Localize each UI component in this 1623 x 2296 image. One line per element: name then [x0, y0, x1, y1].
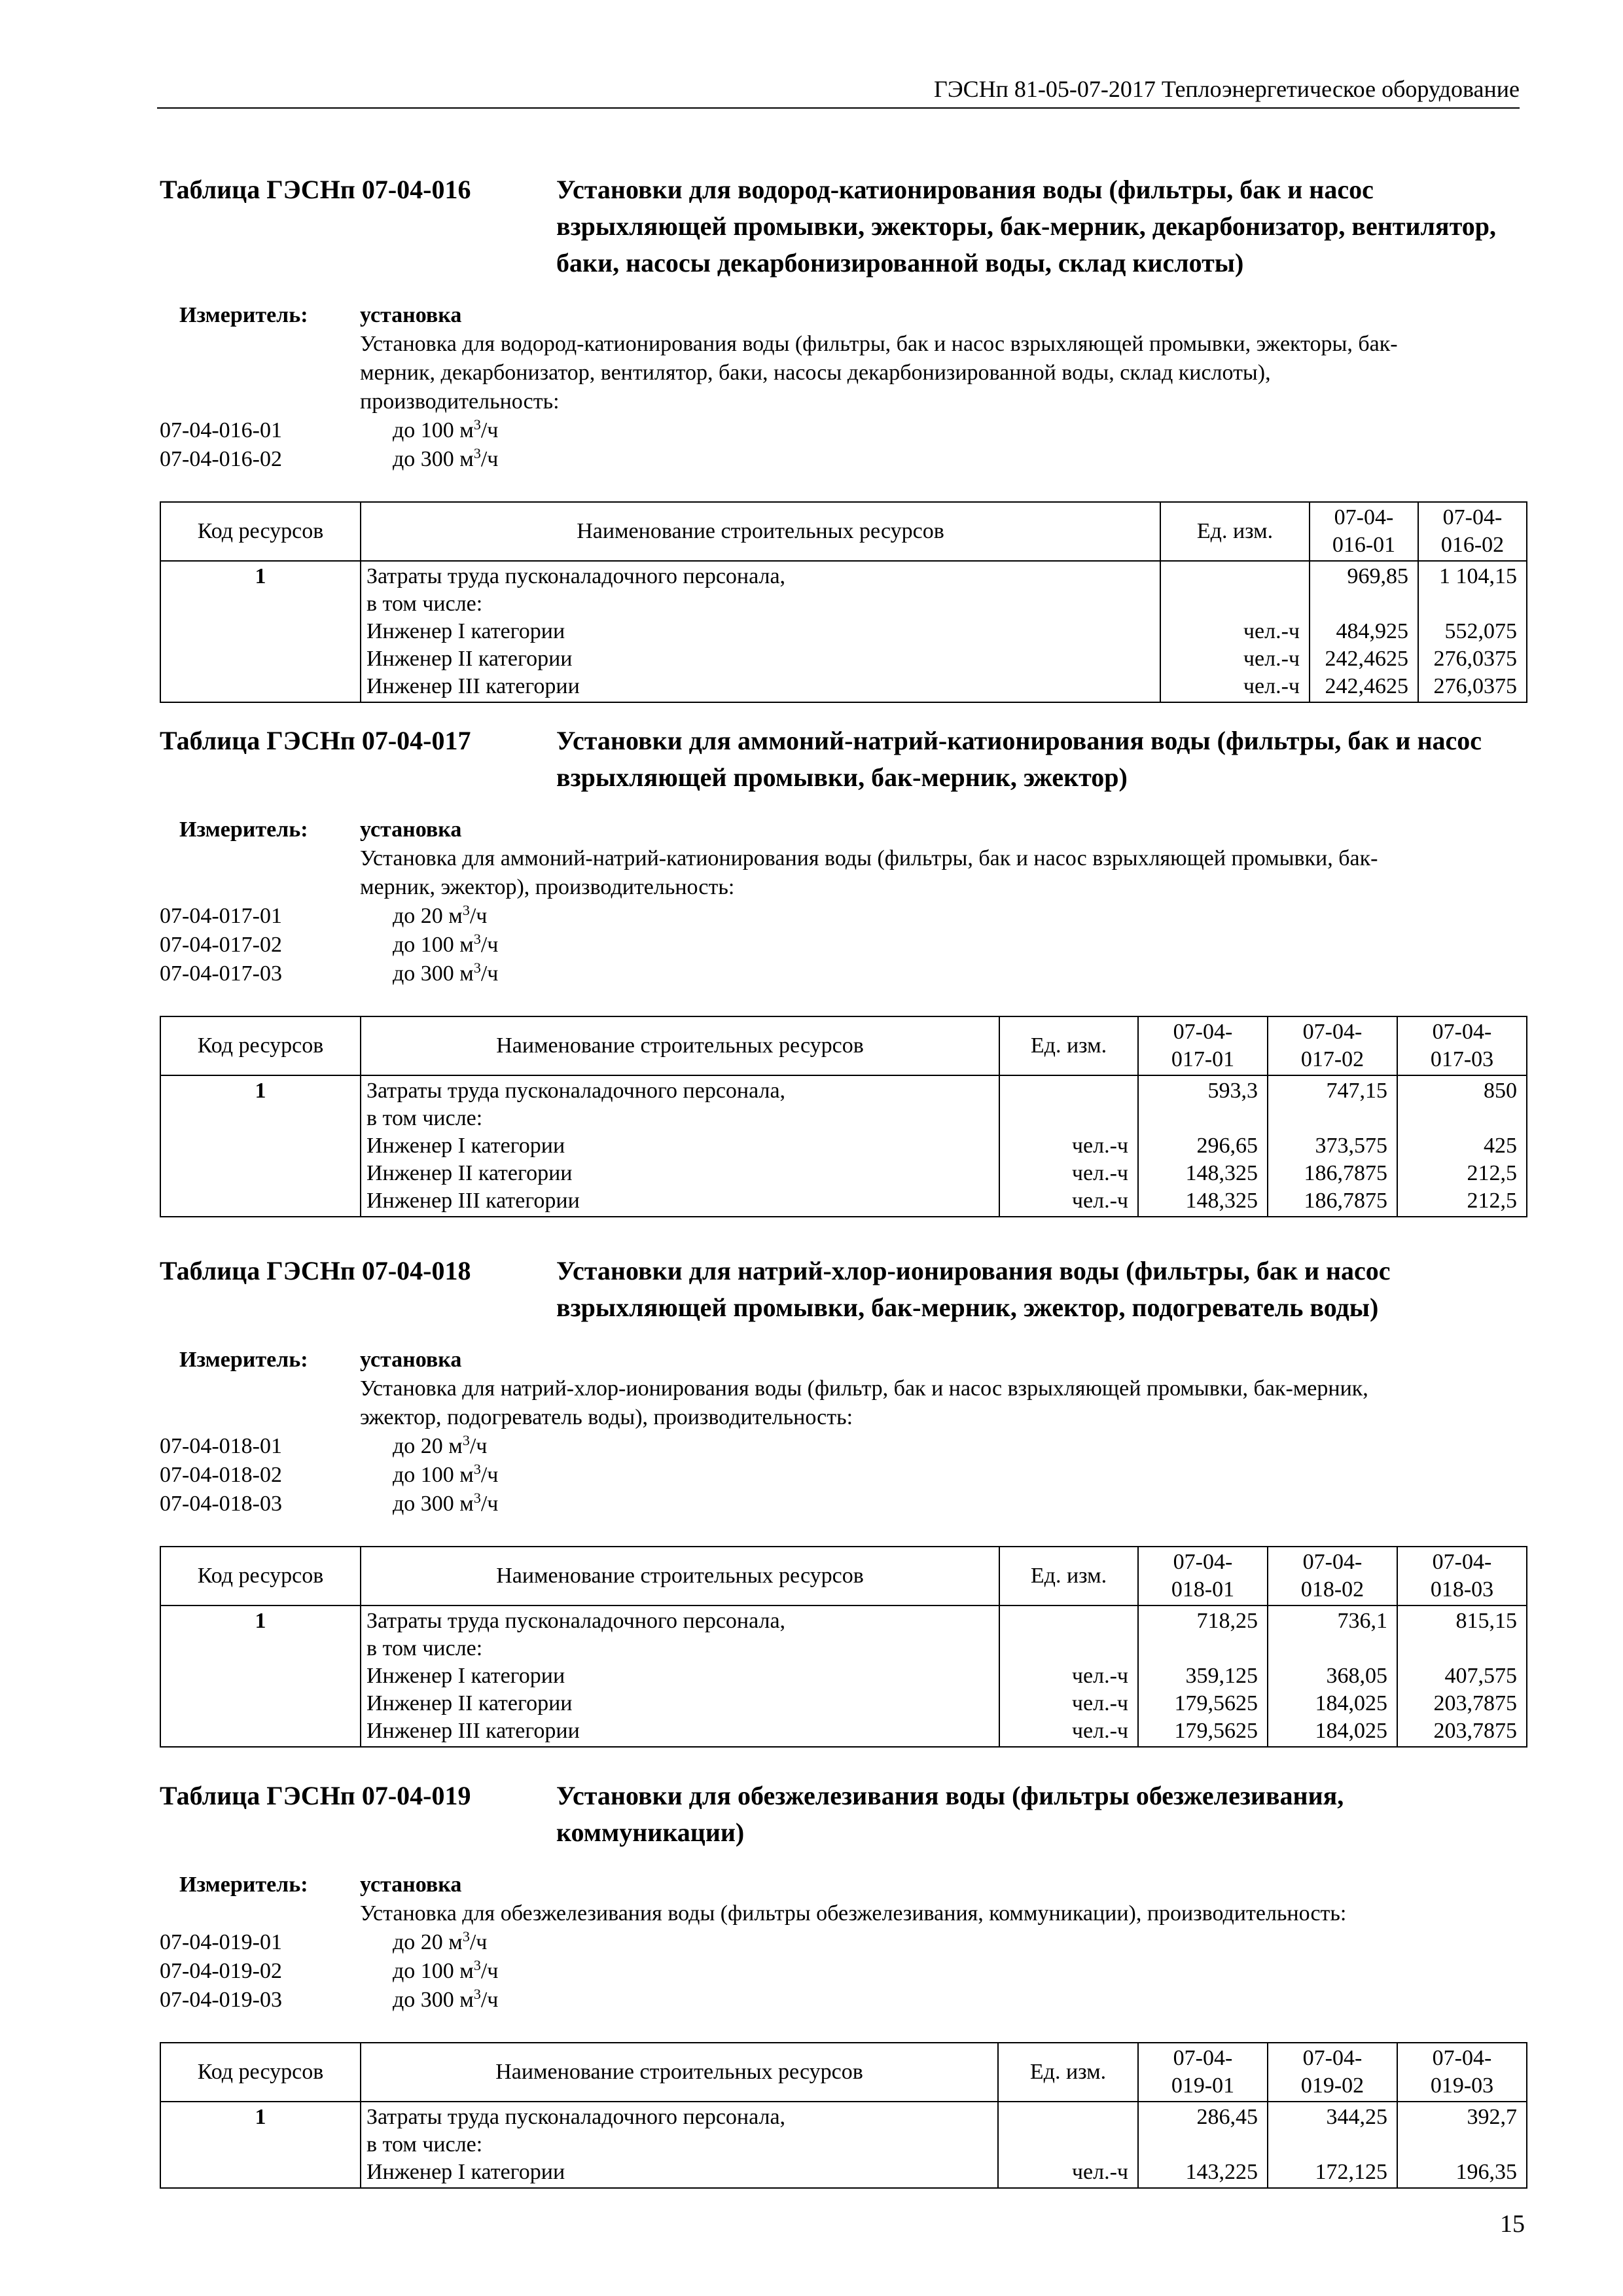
resource-unit-cell: чел.-ч чел.-ч чел.-ч [999, 1075, 1138, 1217]
measure-description: производительность: [360, 389, 560, 414]
norm-value-cell: 969,85 484,925 242,4625 242,4625 [1310, 561, 1418, 702]
capacity-value: до 20 $м^3/ч$ [393, 902, 488, 928]
table-caption: Установки для обезжелезивания воды (фильтры обезжелезивания, коммуникации) [556, 1781, 1344, 1847]
capacity-item [160, 1986, 1526, 2015]
table-header-row [160, 1547, 1527, 1605]
resource-table [160, 2042, 1527, 2189]
page-header: ГЭСНп 81-05-07-2017 Теплоэнергетическое оборудование [157, 71, 1520, 109]
resource-name-cell: Затраты труда пусконаладочного персонала, в том числе: Инженер I категории Инженер II категории Инженер III категории [361, 1075, 999, 1217]
norm-value-cell: 286,45 143,225 [1138, 2102, 1268, 2188]
capacity-value: до 300 $м^3/ч$ [393, 445, 499, 471]
norm-value-cell: 747,15 373,575 186,7875 186,7875 [1268, 1075, 1397, 1217]
norm-code: 07-04-019-03 [160, 1988, 282, 2012]
norm-code: 07-04-016-01 [160, 418, 282, 442]
table-header-row [160, 502, 1527, 561]
col-header-norm: 07-04- 016-02 [1418, 502, 1527, 561]
measure-description: мерник, эжектор), производительность: [360, 875, 735, 899]
col-header-norm: 07-04- 019-02 [1268, 2043, 1397, 2102]
table-caption: Установки для натрий-хлор-ионирования воды (фильтры, бак и насос взрыхляющей промывки, бак-мерник, эжектор, подогреватель воды) [556, 1256, 1391, 1322]
norm-code: 07-04-018-02 [160, 1463, 282, 1487]
resource-name-cell: Затраты труда пусконаладочного персонала, в том числе: Инженер I категории Инженер II категории Инженер III категории [361, 1605, 999, 1747]
table-body-row [160, 1605, 1527, 1747]
resource-table [160, 501, 1527, 703]
capacity-value: до 300 $м^3/ч$ [393, 1490, 499, 1516]
measure-section [160, 301, 1526, 474]
capacity-item [160, 902, 1526, 931]
capacity-item [160, 960, 1526, 988]
col-header-norm: 07-04- 017-03 [1397, 1016, 1527, 1075]
col-header-norm: 07-04- 019-03 [1397, 2043, 1527, 2102]
col-header-norm: 07-04- 018-01 [1138, 1547, 1268, 1605]
norm-table-block [160, 1778, 1526, 2189]
norm-code: 07-04-017-01 [160, 904, 282, 928]
capacity-value: до 100 $м^3/ч$ [393, 1461, 499, 1487]
norm-value-cell: 1 104,15 552,075 276,0375 276,0375 [1418, 561, 1527, 702]
norm-value-cell: 392,7 196,35 [1397, 2102, 1527, 2188]
measure-description: эжектор, подогреватель воды), производительность: [360, 1405, 853, 1429]
resource-name-cell: Затраты труда пусконаладочного персонала, в том числе: Инженер I категории [361, 2102, 998, 2188]
measure-description: Установка для аммоний-натрий-катионирования воды (фильтры, бак и насос взрыхляющей промывки, бак- [360, 846, 1378, 870]
capacity-value: до 20 $м^3/ч$ [393, 1432, 488, 1458]
col-header-unit: Ед. изм. [999, 1547, 1138, 1605]
capacity-item [160, 1928, 1526, 1957]
measure-unit: установка [360, 1348, 462, 1372]
col-header-norm: 07-04- 018-02 [1268, 1547, 1397, 1605]
norm-value-cell: 344,25 172,125 [1268, 2102, 1397, 2188]
measure-label: Измеритель: [179, 817, 308, 842]
norm-code: 07-04-017-03 [160, 961, 282, 986]
resource-code-cell: 1 [160, 2102, 361, 2188]
resource-table [160, 1016, 1527, 1217]
norm-code: 07-04-018-01 [160, 1434, 282, 1458]
norm-code: 07-04-017-02 [160, 933, 282, 957]
col-header-code: Код ресурсов [160, 1547, 361, 1605]
col-header-name: Наименование строительных ресурсов [361, 2043, 998, 2102]
norm-value-cell: 815,15 407,575 203,7875 203,7875 [1397, 1605, 1527, 1747]
table-header-row [160, 2043, 1527, 2102]
col-header-code: Код ресурсов [160, 2043, 361, 2102]
resource-code-cell: 1 [160, 1075, 361, 1217]
col-header-code: Код ресурсов [160, 1016, 361, 1075]
capacity-value: до 20 $м^3/ч$ [393, 1928, 488, 1954]
capacity-item [160, 1461, 1526, 1490]
table-title [160, 1778, 1526, 1851]
table-number: Таблица ГЭСНп 07-04-016 [160, 175, 471, 204]
table-title [160, 723, 1526, 796]
measure-description: Установка для натрий-хлор-ионирования воды (фильтр, бак и насос взрыхляющей промывки, бак-мерник, [360, 1376, 1368, 1401]
norm-table-block [160, 1253, 1526, 1748]
norm-value-cell: 718,25 359,125 179,5625 179,5625 [1138, 1605, 1268, 1747]
measure-unit: установка [360, 817, 462, 842]
norm-table-block [160, 723, 1526, 1217]
table-number: Таблица ГЭСНп 07-04-017 [160, 726, 471, 755]
norm-value-cell: 736,1 368,05 184,025 184,025 [1268, 1605, 1397, 1747]
measure-unit: установка [360, 1873, 462, 1897]
measure-description: Установка для водород-катионирования воды (фильтры, бак и насос взрыхляющей промывки, эжекторы, бак- [360, 332, 1398, 356]
capacity-item [160, 416, 1526, 445]
measure-label: Измеритель: [179, 303, 308, 327]
measure-section [160, 1346, 1526, 1518]
table-body-row [160, 1075, 1527, 1217]
measure-description: мерник, декарбонизатор, вентилятор, баки, насосы декарбонизированной воды, склад кислоты), [360, 361, 1271, 385]
col-header-norm: 07-04- 017-01 [1138, 1016, 1268, 1075]
resource-unit-cell: чел.-ч чел.-ч чел.-ч [999, 1605, 1138, 1747]
measure-unit: установка [360, 303, 462, 327]
capacity-item [160, 931, 1526, 960]
capacity-value: до 100 $м^3/ч$ [393, 1957, 499, 1983]
capacity-value: до 100 $м^3/ч$ [393, 416, 499, 442]
capacity-value: до 100 $м^3/ч$ [393, 931, 499, 957]
norm-code: 07-04-019-02 [160, 1959, 282, 1983]
table-number: Таблица ГЭСНп 07-04-018 [160, 1256, 471, 1285]
col-header-unit: Ед. изм. [1160, 502, 1310, 561]
norm-value-cell: 850 425 212,5 212,5 [1397, 1075, 1527, 1217]
resource-code-cell: 1 [160, 561, 361, 702]
page-number: 15 [1500, 2210, 1525, 2238]
col-header-name: Наименование строительных ресурсов [361, 502, 1160, 561]
norm-table-block [160, 171, 1526, 703]
col-header-name: Наименование строительных ресурсов [361, 1547, 999, 1605]
capacity-item [160, 445, 1526, 474]
col-header-norm: 07-04- 016-01 [1310, 502, 1418, 561]
measure-section [160, 1871, 1526, 2015]
capacity-item [160, 1490, 1526, 1518]
col-header-name: Наименование строительных ресурсов [361, 1016, 999, 1075]
norm-code: 07-04-018-03 [160, 1492, 282, 1516]
measure-label: Измеритель: [179, 1873, 308, 1897]
table-body-row [160, 2102, 1527, 2188]
col-header-norm: 07-04- 019-01 [1138, 2043, 1268, 2102]
norm-value-cell: 593,3 296,65 148,325 148,325 [1138, 1075, 1268, 1217]
measure-description: Установка для обезжелезивания воды (фильтры обезжелезивания, коммуникации), производительность: [360, 1901, 1347, 1926]
capacity-value: до 300 $м^3/ч$ [393, 1986, 499, 2012]
col-header-unit: Ед. изм. [999, 1016, 1138, 1075]
table-body-row [160, 561, 1527, 702]
resource-unit-cell: чел.-ч чел.-ч чел.-ч [1160, 561, 1310, 702]
capacity-item [160, 1957, 1526, 1986]
resource-table [160, 1546, 1527, 1748]
col-header-code: Код ресурсов [160, 502, 361, 561]
table-title [160, 1253, 1526, 1326]
resource-unit-cell: чел.-ч [998, 2102, 1138, 2188]
norm-code: 07-04-016-02 [160, 447, 282, 471]
capacity-item [160, 1432, 1526, 1461]
measure-section [160, 816, 1526, 988]
resource-code-cell: 1 [160, 1605, 361, 1747]
table-caption: Установки для аммоний-натрий-катионирования воды (фильтры, бак и насос взрыхляющей промывки, бак-мерник, эжектор) [556, 726, 1482, 792]
table-title [160, 171, 1526, 281]
table-caption: Установки для водород-катионирования воды (фильтры, бак и насос взрыхляющей промывки, эжекторы, бак-мерник, декарбонизатор, вентилятор, баки, насосы декарбонизированной воды, склад кислоты) [556, 175, 1496, 278]
col-header-unit: Ед. изм. [998, 2043, 1138, 2102]
capacity-value: до 300 $м^3/ч$ [393, 960, 499, 986]
table-header-row [160, 1016, 1527, 1075]
norm-code: 07-04-019-01 [160, 1930, 282, 1954]
table-number: Таблица ГЭСНп 07-04-019 [160, 1781, 471, 1810]
measure-label: Измеритель: [179, 1348, 308, 1372]
col-header-norm: 07-04- 018-03 [1397, 1547, 1527, 1605]
resource-name-cell: Затраты труда пусконаладочного персонала, в том числе: Инженер I категории Инженер II категории Инженер III категории [361, 561, 1160, 702]
col-header-norm: 07-04- 017-02 [1268, 1016, 1397, 1075]
